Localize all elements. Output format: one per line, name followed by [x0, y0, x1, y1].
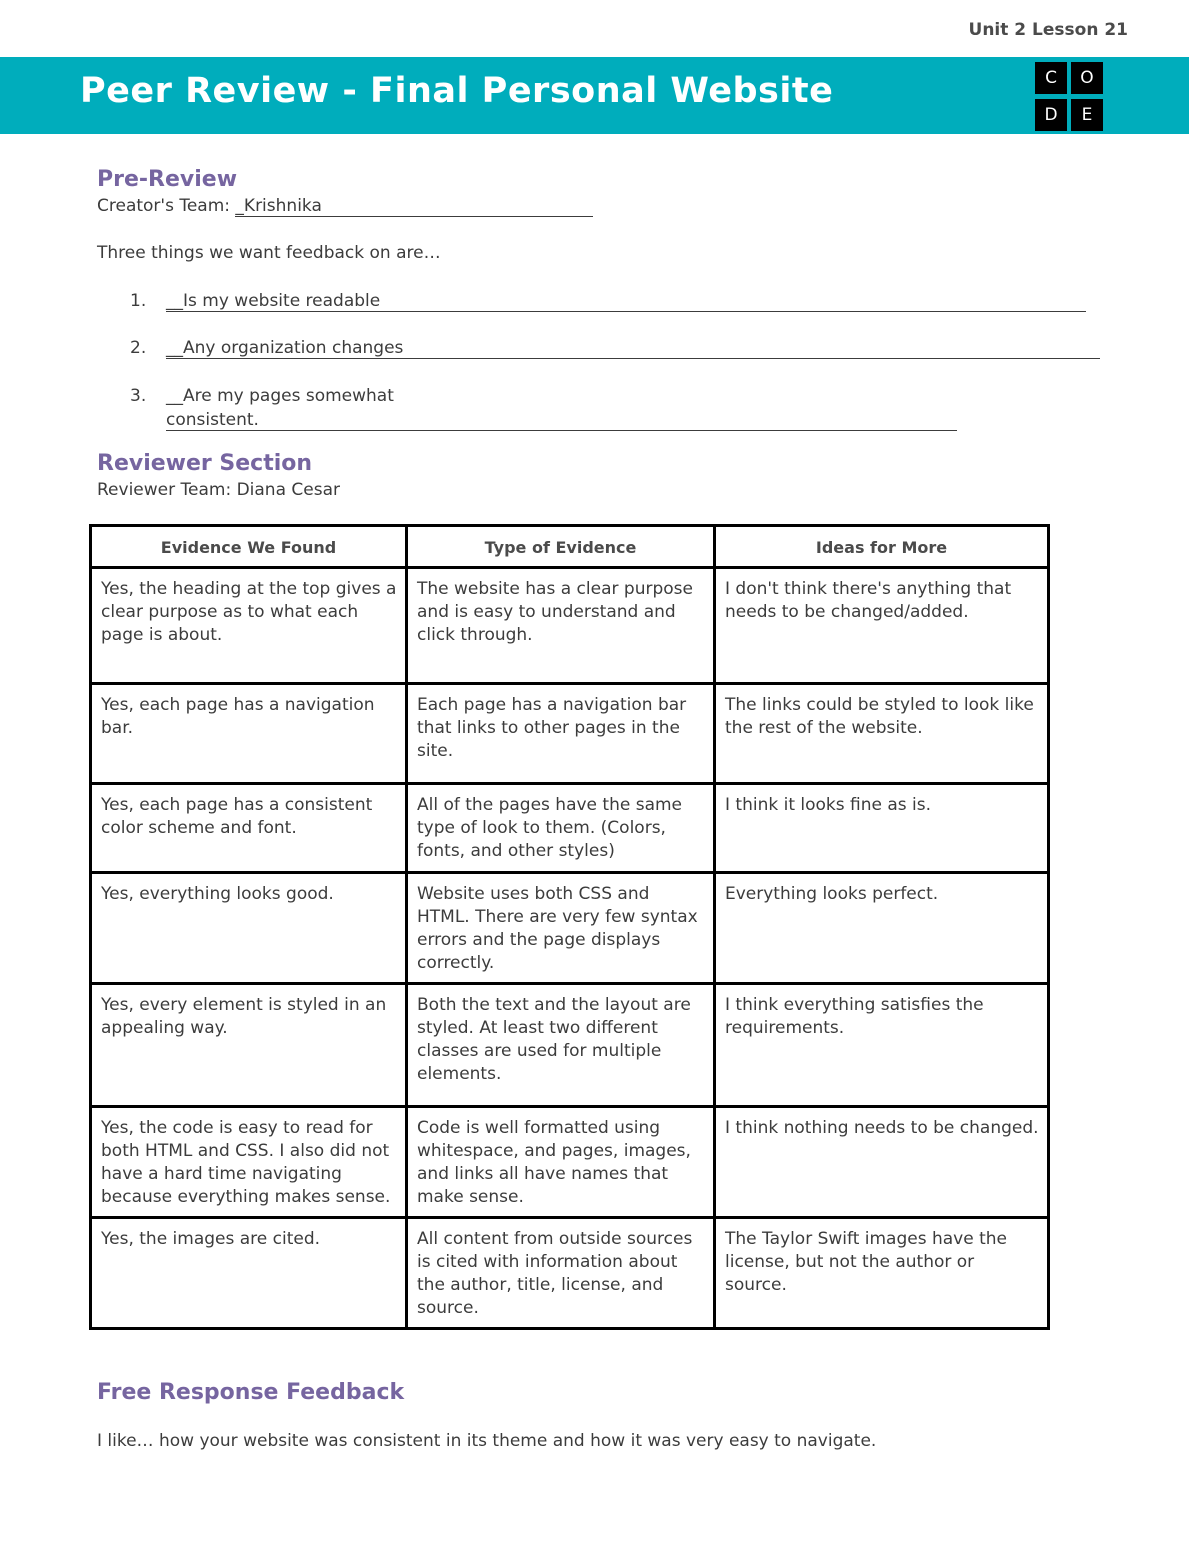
table-row	[91, 873, 1049, 984]
feedback-item-2-text: __Any organization changes	[166, 338, 1100, 359]
pre-review-heading: Pre-Review	[97, 167, 238, 192]
table-cell: Yes, each page has a navigation bar.	[91, 684, 407, 784]
table-cell: Yes, the heading at the top gives a clear purpose as to what each page is about.	[91, 568, 407, 684]
header-type-of-evidence: Type of Evidence	[407, 526, 715, 568]
table-cell: Yes, each page has a consistent color scheme and font.	[91, 784, 407, 873]
table-cell: All of the pages have the same type of look to them. (Colors, fonts, and other styles)	[407, 784, 715, 873]
table-row	[91, 784, 1049, 873]
page-title: Peer Review - Final Personal Website	[80, 71, 834, 111]
table-row	[91, 1107, 1049, 1218]
table-row	[91, 1218, 1049, 1329]
table-cell: I think nothing needs to be changed.	[715, 1107, 1049, 1218]
feedback-item-1-number: 1.	[130, 291, 147, 311]
table-header-row	[91, 526, 1049, 568]
table-cell: I think everything satisfies the requirements.	[715, 984, 1049, 1107]
reviewer-section-heading: Reviewer Section	[97, 451, 313, 476]
header-ideas-for-more: Ideas for More	[715, 526, 1049, 568]
logo-letter-e: E	[1071, 99, 1103, 131]
creator-team-line	[97, 196, 593, 217]
table-cell: Both the text and the layout are styled. At least two different classes are used for multiple elements.	[407, 984, 715, 1107]
feedback-item-3-line2: consistent.	[166, 410, 957, 431]
table-cell: Everything looks perfect.	[715, 873, 1049, 984]
table-cell: Each page has a navigation bar that links to other pages in the site.	[407, 684, 715, 784]
feedback-item-3	[166, 410, 957, 431]
table-cell: Yes, everything looks good.	[91, 873, 407, 984]
free-response-heading: Free Response Feedback	[97, 1380, 405, 1405]
logo-letter-d: D	[1035, 99, 1067, 131]
table-row	[91, 684, 1049, 784]
creator-team-label: Creator's Team:	[97, 196, 236, 216]
table-cell: Website uses both CSS and HTML. There are very few syntax errors and the page displays correctly.	[407, 873, 715, 984]
feedback-item-2-number: 2.	[130, 338, 147, 358]
header-evidence-we-found: Evidence We Found	[91, 526, 407, 568]
logo-letter-o: O	[1071, 62, 1103, 94]
feedback-item-3-line1: __Are my pages somewhat	[166, 386, 394, 406]
feedback-item-1	[166, 291, 1086, 312]
logo-letter-c: C	[1035, 62, 1067, 94]
code-logo	[1035, 62, 1105, 132]
table-row	[91, 568, 1049, 684]
feedback-intro: Three things we want feedback on are…	[97, 243, 441, 263]
table-cell: The Taylor Swift images have the license, but not the author or source.	[715, 1218, 1049, 1329]
feedback-item-3-number: 3.	[130, 386, 147, 406]
reviewer-team-line: Reviewer Team: Diana Cesar	[97, 480, 340, 500]
table-cell: The links could be styled to look like the rest of the website.	[715, 684, 1049, 784]
table-cell: Yes, every element is styled in an appealing way.	[91, 984, 407, 1107]
table-row	[91, 984, 1049, 1107]
evidence-table	[89, 524, 1050, 1330]
table-cell: I don't think there's anything that needs to be changed/added.	[715, 568, 1049, 684]
free-response-text: I like… how your website was consistent in its theme and how it was very easy to navigate.	[97, 1431, 877, 1451]
unit-lesson-label: Unit 2 Lesson 21	[968, 20, 1128, 40]
table-cell: Yes, the code is easy to read for both HTML and CSS. I also did not have a hard time navigating because everything makes sense.	[91, 1107, 407, 1218]
creator-team-value: _Krishnika	[235, 196, 593, 217]
table-cell: Code is well formatted using whitespace, and pages, images, and links all have names that make sense.	[407, 1107, 715, 1218]
table-cell: Yes, the images are cited.	[91, 1218, 407, 1329]
table-cell: I think it looks fine as is.	[715, 784, 1049, 873]
title-banner	[0, 57, 1189, 134]
feedback-item-2	[166, 338, 1100, 359]
table-cell: All content from outside sources is cited with information about the author, title, license, and source.	[407, 1218, 715, 1329]
table-cell: The website has a clear purpose and is easy to understand and click through.	[407, 568, 715, 684]
feedback-item-1-text: __Is my website readable	[166, 291, 1086, 312]
